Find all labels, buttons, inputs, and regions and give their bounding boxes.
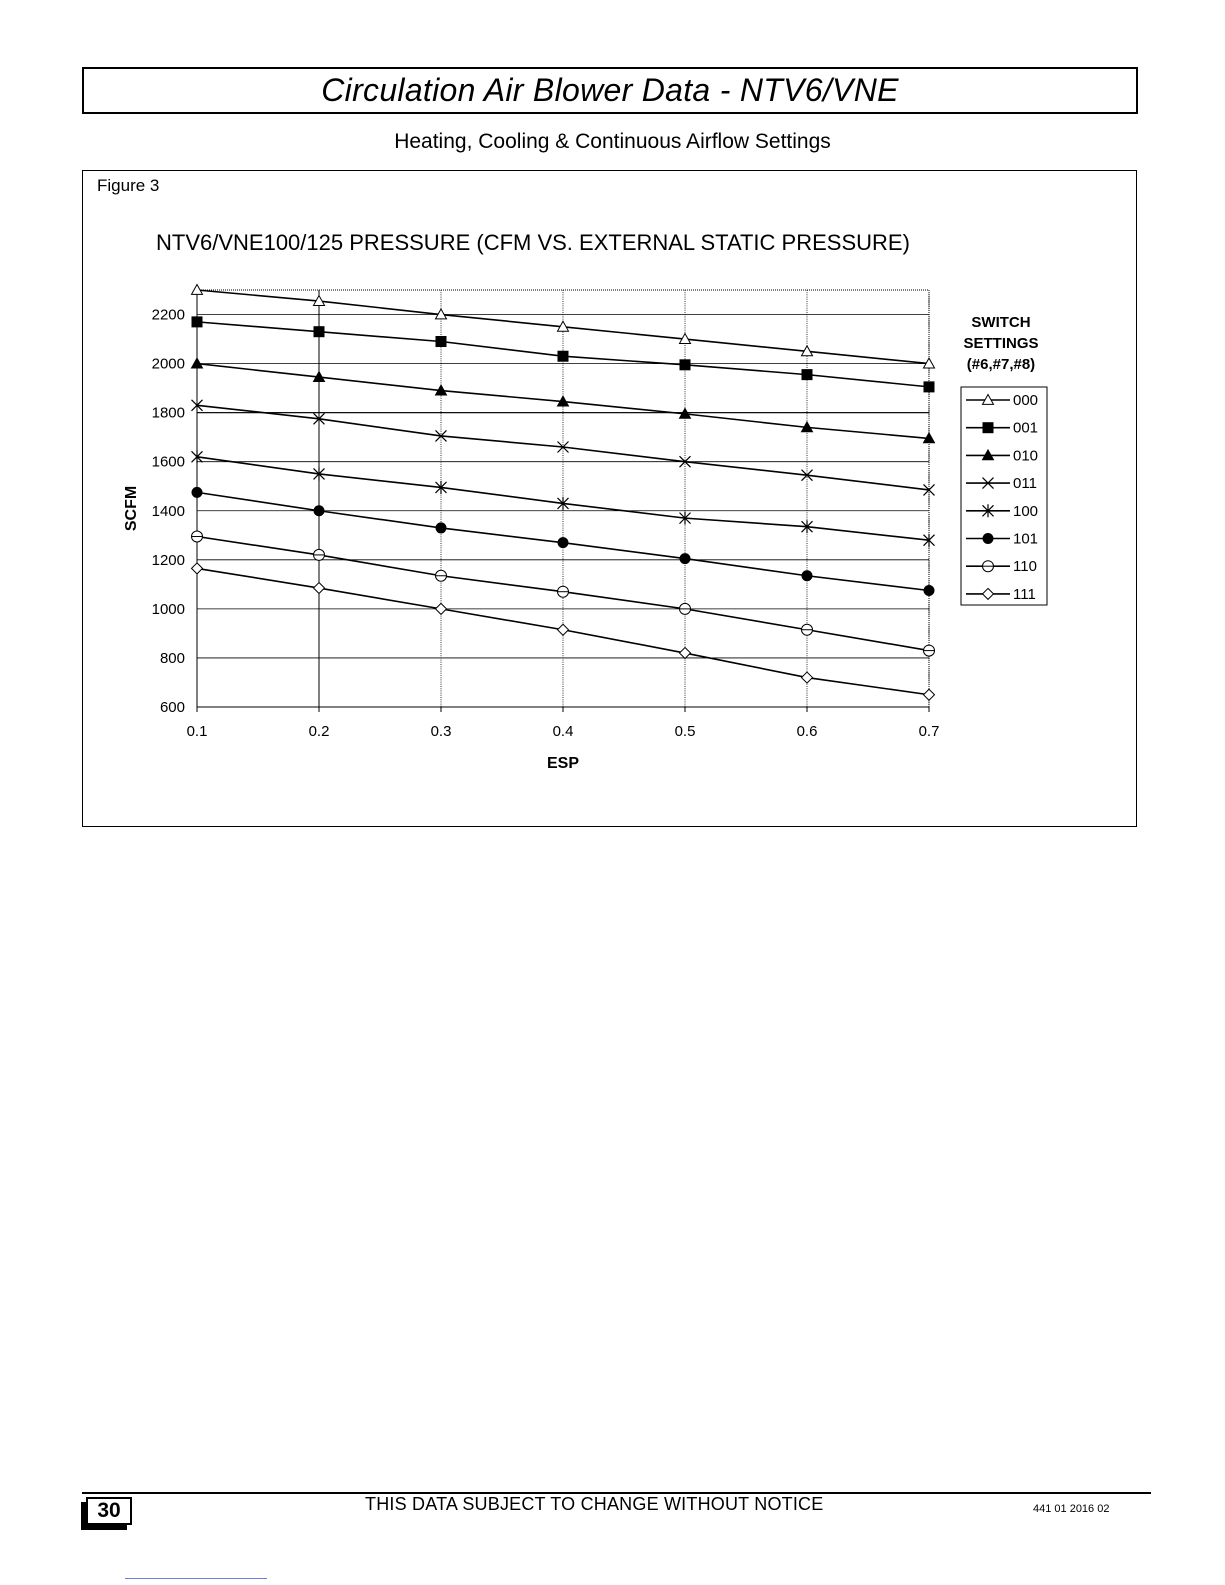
legend-title-line: SETTINGS [963,335,1039,352]
legend-marker [983,422,994,433]
data-point-111 [558,624,569,635]
figure-box [82,170,1137,827]
document-code: 441 01 2016 02 [1033,1503,1110,1515]
x-tick-label: 0.1 [186,723,208,740]
page-subtitle: Heating, Cooling & Continuous Airflow Settings [394,130,831,153]
blower-chart [83,171,1136,826]
y-tick-label: 800 [159,649,185,667]
marker-shape [192,285,203,295]
legend-marker [983,533,994,544]
y-tick-label: 2200 [151,306,185,324]
marker-shape [192,563,203,574]
data-point-110 [558,586,569,597]
y-tick-label: 1800 [151,404,185,422]
marker-shape [192,358,203,368]
legend-label: 100 [1013,502,1039,520]
legend-title-line: SWITCH [971,314,1031,331]
marker-shape [802,369,813,380]
data-point-111 [802,672,813,683]
legend-label: 110 [1013,558,1037,576]
page-title-box [82,67,1138,114]
x-tick-label: 0.4 [552,723,574,740]
marker-shape [314,583,325,594]
legend-title-line: (#6,#7,#8) [966,356,1036,373]
x-tick-label: 0.7 [918,723,940,740]
data-point-001 [314,326,325,337]
page-number: 30 [86,1497,132,1525]
legend-label: 010 [1013,447,1039,465]
data-point-001 [680,359,691,370]
data-point-001 [192,316,203,327]
marker-shape [558,537,569,548]
marker-shape [924,689,935,700]
x-tick-label: 0.6 [796,723,818,740]
x-tick-label: 0.3 [430,723,452,740]
legend-label: 001 [1013,419,1039,437]
marker-shape [436,603,447,614]
data-point-001 [558,351,569,362]
data-point-111 [192,563,203,574]
marker-shape [314,505,325,516]
data-point-110 [192,531,203,542]
marker-shape [680,553,691,564]
data-point-111 [680,648,691,659]
marker-shape [314,326,325,337]
y-axis-label: SCFM [123,485,140,532]
legend-label: 101 [1013,530,1039,548]
data-point-110 [436,570,447,581]
y-tick-label: 1400 [151,502,185,520]
data-point-001 [924,381,935,392]
data-point-110 [314,549,325,560]
marker-shape [192,316,203,327]
marker-shape [924,585,935,596]
legend-marker [983,561,994,572]
data-point-001 [436,336,447,347]
x-tick-label: 0.5 [674,723,696,740]
y-tick-label: 2000 [151,355,185,373]
data-point-001 [802,369,813,380]
marker-shape [802,570,813,581]
marker-shape [802,672,813,683]
footer-notice: THIS DATA SUBJECT TO CHANGE WITHOUT NOTICE [365,1494,824,1514]
chart-title: NTV6/VNE100/125 PRESSURE (CFM VS. EXTERNAL STATIC PRESSURE) [156,230,910,255]
data-point-111 [314,583,325,594]
page-title: Circulation Air Blower Data - NTV6/VNE [321,72,899,108]
marker-shape [558,624,569,635]
data-point-111 [436,603,447,614]
marker-shape [680,648,691,659]
marker-shape [983,422,994,433]
marker-shape [558,351,569,362]
data-point-110 [802,624,813,635]
data-point-111 [924,689,935,700]
marker-shape [983,533,994,544]
y-tick-label: 1200 [151,551,185,569]
data-point-101 [802,570,813,581]
marker-shape [924,381,935,392]
y-tick-label: 600 [159,699,185,716]
legend-label: 000 [1013,392,1039,409]
x-tick-label: 0.2 [308,723,330,740]
legend-label: 011 [1013,475,1037,493]
data-point-110 [924,645,935,656]
data-point-010 [192,358,203,368]
x-axis-label: ESP [546,755,580,772]
figure-label: Figure 3 [97,176,160,195]
marker-shape [680,359,691,370]
marker-shape [192,487,203,498]
marker-shape [436,522,447,533]
data-point-101 [558,537,569,548]
bottom-link-underline [125,1578,267,1579]
data-point-101 [924,585,935,596]
y-tick-label: 1600 [151,453,185,471]
y-tick-label: 1000 [151,600,185,618]
data-point-110 [680,603,691,614]
data-point-000 [192,285,203,295]
data-point-101 [680,553,691,564]
data-point-101 [192,487,203,498]
data-point-101 [314,505,325,516]
data-point-101 [436,522,447,533]
series-010 [192,358,935,443]
marker-shape [436,336,447,347]
legend-label: 111 [1013,585,1036,603]
